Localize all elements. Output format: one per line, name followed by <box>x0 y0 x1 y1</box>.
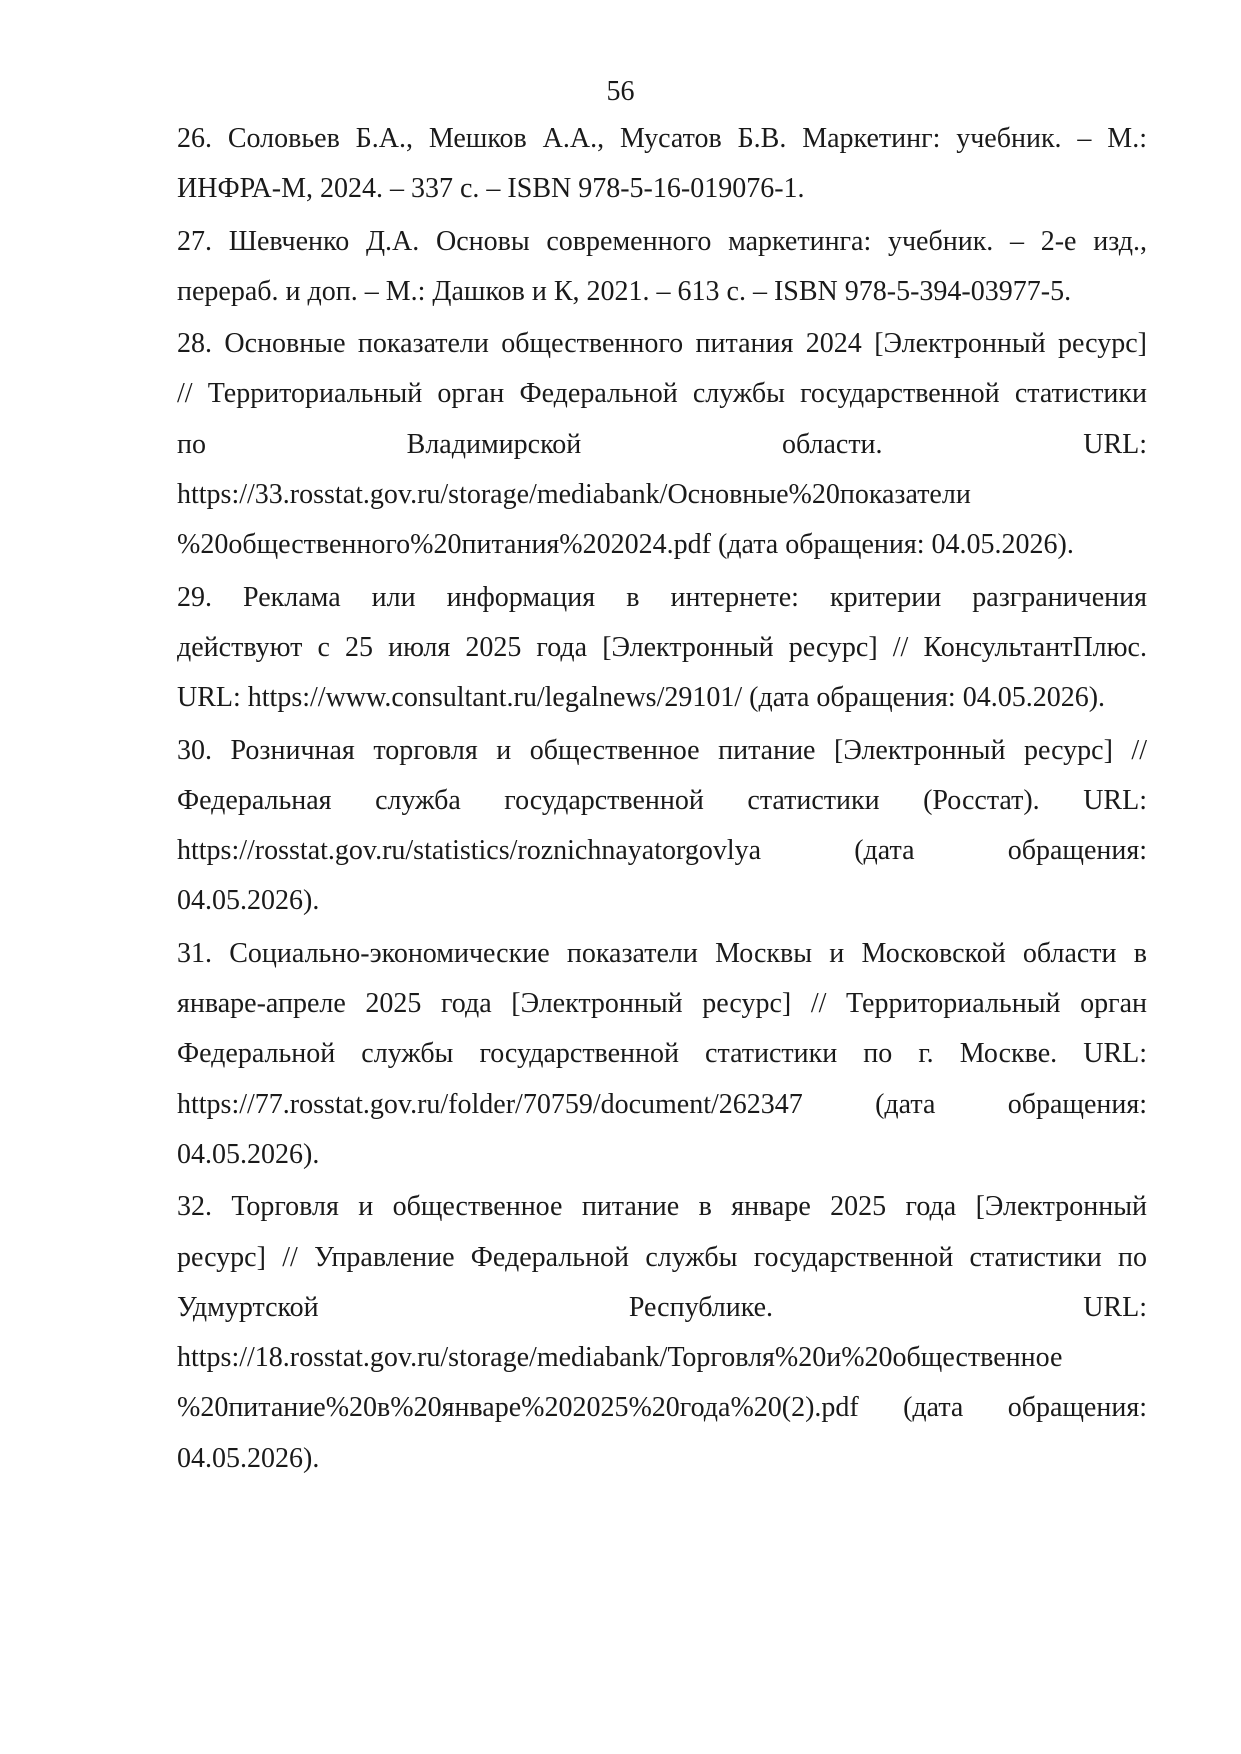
reference-line: 30. Розничная торговля и общественное питание [Электронный ресурс] // <box>177 734 1147 766</box>
reference-item-29 <box>177 573 1147 724</box>
reference-line: перераб. и доп. – М.: Дашков и К, 2021. – 613 с. – ISBN 978-5-394-03977-5. <box>177 275 1072 307</box>
reference-item-32 <box>177 1182 1147 1484</box>
reference-line: 28. Основные показатели общественного питания 2024 [Электронный ресурс] <box>177 328 1147 360</box>
reference-line: действуют с 25 июля 2025 года [Электронный ресурс] // КонсультантПлюс. <box>177 631 1147 663</box>
reference-url-line: https://18.rosstat.gov.ru/storage/mediabank/Торговля%20и%20общественное <box>177 1342 1063 1374</box>
reference-item-27 <box>177 217 1147 318</box>
reference-line: 26. Соловьев Б.А., Мешков А.А., Мусатов Б.В. Маркетинг: учебник. – М.: <box>177 123 1147 154</box>
reference-item-30 <box>177 726 1147 927</box>
reference-line: 04.05.2026). <box>177 885 320 917</box>
reference-line: 04.05.2026). <box>177 1138 320 1170</box>
reference-url-line: URL: https://www.consultant.ru/legalnews/29101/ (дата обращения: 04.05.2026). <box>177 682 1106 714</box>
reference-line: // Территориальный орган Федеральной службы государственной статистики <box>177 378 1147 410</box>
reference-item-26 <box>177 114 1147 215</box>
reference-item-28 <box>177 319 1147 570</box>
reference-line: январе-апреле 2025 года [Электронный ресурс] // Территориальный орган <box>177 988 1147 1020</box>
reference-line: 04.05.2026). <box>177 1442 320 1474</box>
reference-url-line: https://rosstat.gov.ru/statistics/roznichnayatorgovlya (дата обращения: <box>177 835 1147 867</box>
reference-line: по Владимирской области. URL: <box>177 428 1147 460</box>
reference-line: 27. Шевченко Д.А. Основы современного маркетинга: учебник. – 2-е изд., <box>177 225 1147 257</box>
reference-line: 32. Торговля и общественное питание в январе 2025 года [Электронный <box>177 1191 1147 1223</box>
reference-line: ресурс] // Управление Федеральной службы государственной статистики по <box>177 1241 1147 1273</box>
reference-url-line: https://77.rosstat.gov.ru/folder/70759/document/262347 (дата обращения: <box>177 1088 1147 1120</box>
reference-line: %20общественного%20питания%202024.pdf (дата обращения: 04.05.2026). <box>177 529 1074 561</box>
reference-line: ИНФРА-М, 2024. – 337 с. – ISBN 978-5-16-019076-1. <box>177 173 805 205</box>
reference-list <box>177 114 1147 1486</box>
reference-item-31 <box>177 929 1147 1180</box>
reference-line: Федеральной службы государственной статистики по г. Москве. URL: <box>177 1038 1147 1070</box>
reference-line: 29. Реклама или информация в интернете: критерии разграничения <box>177 581 1147 613</box>
reference-line: Федеральная служба государственной статистики (Росстат). URL: <box>177 784 1147 816</box>
reference-url-line: https://33.rosstat.gov.ru/storage/mediabank/Основные%20показатели <box>177 479 971 511</box>
reference-line: %20питание%20в%20январе%202025%20года%20(2).pdf (дата обращения: <box>177 1392 1147 1424</box>
reference-line: 31. Социально-экономические показатели Москвы и Московской области в <box>177 937 1147 969</box>
page-number: 56 <box>606 76 635 107</box>
reference-line: Удмуртской Республике. URL: <box>177 1291 1147 1323</box>
